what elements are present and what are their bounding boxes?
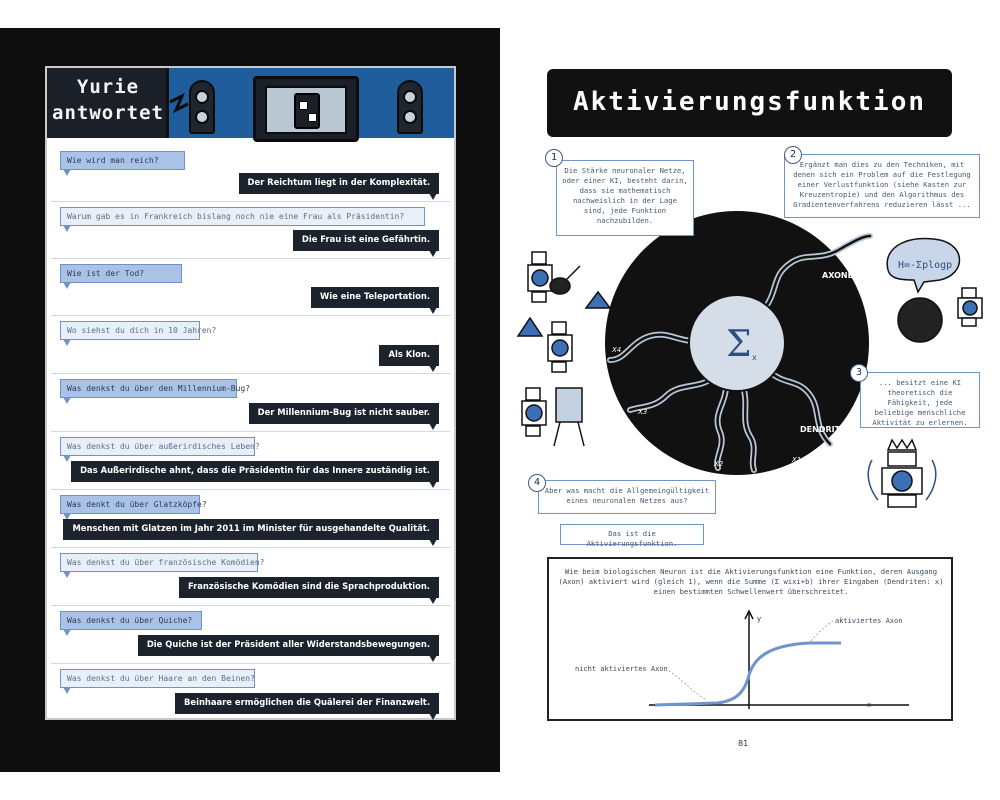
info-box-2: Ergänzt man dies zu den Techniken, mit denen sich ein Problem auf die Festlegung einer Verlustfunktion (siehe Kasten zur Kreuzentropie) und den Algorithmus des Gradientenverfahrens reduzieren lässt ... xyxy=(784,154,980,218)
sigmoid-curve xyxy=(655,643,841,705)
answer-bubble: Als Klon. xyxy=(379,345,439,366)
question-bubble: Was denkst du über Quiche? xyxy=(60,611,202,630)
number-badge-3: 3 xyxy=(850,364,868,382)
answer-bubble: Französische Komödien sind die Sprachproduktion. xyxy=(179,577,439,598)
label-inactive-axon: nicht aktiviertes Axon xyxy=(575,665,668,673)
sigma-subscript: x xyxy=(752,353,757,362)
number-badge-1: 1 xyxy=(545,149,563,167)
robot-guitar-icon xyxy=(528,252,580,302)
answer-bubble: Wie eine Teleportation. xyxy=(311,287,439,308)
question-bubble: Was denkst du über französische Komödien? xyxy=(60,553,258,572)
question-bubble: Was denkst du über Haare an den Beinen? xyxy=(60,669,255,688)
label-axone: AXONE xyxy=(822,271,854,280)
label-dendrites: DENDRITES xyxy=(800,425,852,434)
question-bubble: Warum gab es in Frankreich bislang noch nie eine Frau als Präsidentin? xyxy=(60,207,425,226)
speaker-icon-left xyxy=(189,80,215,134)
sigma-symbol: Σ xyxy=(726,324,752,365)
header-title-line2: antwortet xyxy=(52,102,164,124)
robot-thinker-icon xyxy=(887,238,982,342)
graph-caption: Wie beim biologischen Neuron ist die Aktivierungsfunktion eine Funktion, deren Ausgang (Axon) aktiviert wird (gleich 1), wenn die Summe (Σ wixi+b) ihrer Eingaben (Dendriten: x) einen bestimmten Schwellenwert überschreitet. xyxy=(558,567,944,596)
activation-graph xyxy=(549,559,951,719)
robot-king-icon xyxy=(868,440,936,507)
question-bubble: Wie wird man reich? xyxy=(60,151,185,170)
question-bubble: Wo siehst du dich in 10 Jahren? xyxy=(60,321,200,340)
info-box-3: ... besitzt eine KI theoretisch die Fähigkeit, jede beliebige menschliche Aktivität zu erlernen. xyxy=(860,372,980,428)
page-number: 81 xyxy=(738,739,749,748)
label-active-axon: aktiviertes Axon xyxy=(835,617,903,625)
answer-bubble: Beinhaare ermöglichen die Quälerei der Finanzwelt. xyxy=(175,693,439,714)
label-x4: X4 xyxy=(612,346,622,354)
right-page xyxy=(500,0,1000,800)
activation-graph-box xyxy=(547,557,953,721)
robot-lamps-icon xyxy=(518,292,610,372)
chat-header xyxy=(47,68,454,138)
neuron-illustration xyxy=(500,0,1000,560)
question-bubble: Was denkt du über Glatzköpfe? xyxy=(60,495,200,514)
question-bubble: Wie ist der Tod? xyxy=(60,264,182,283)
info-box-4: Aber was macht die Allgemeingültigkeit eines neuronalen Netzes aus? xyxy=(538,480,716,514)
robot-face-icon xyxy=(294,93,320,129)
page-title: Aktivierungsfunktion xyxy=(547,69,952,137)
answer-bubble: Das Außerirdische ahnt, dass die Präsidentin für das Innere zuständig ist. xyxy=(71,461,439,482)
label-x3: X3 xyxy=(638,408,648,416)
number-badge-4: 4 xyxy=(528,474,546,492)
answer-bubble: Die Quiche ist der Präsident aller Widerstandsbewegungen. xyxy=(138,635,439,656)
answer-bubble: Die Frau ist eine Gefährtin. xyxy=(293,230,439,251)
x-axis-label: x xyxy=(867,701,872,709)
answer-bubble: Der Reichtum liegt in der Komplexität. xyxy=(239,173,440,194)
info-box-1: Die Stärke neuronaler Netze, oder einer KI, besteht darin, dass sie mathematisch nachweislich in der Lage sind, jede Funktion nachzubilden. xyxy=(556,160,694,236)
monitor-icon xyxy=(253,76,359,142)
question-bubble: Was denkst du über außerirdisches Leben? xyxy=(60,437,255,456)
header-title-line1: Yurie xyxy=(76,76,140,98)
answer-box: Das ist die Aktivierungsfunktion. xyxy=(560,524,704,545)
number-badge-2: 2 xyxy=(784,146,802,164)
label-x2: X2 xyxy=(714,460,724,468)
question-bubble: Was denkst du über den Millennium-Bug? xyxy=(60,379,237,398)
robot-painter-icon xyxy=(522,388,584,446)
speech-formula: H=-Σplogp xyxy=(898,260,953,271)
y-axis-label: y xyxy=(757,615,762,623)
header-title-box xyxy=(47,68,169,138)
chat-list xyxy=(47,140,454,720)
answer-bubble: Der Millennium-Bug ist nicht sauber. xyxy=(249,403,439,424)
label-x1: X1 xyxy=(792,456,802,464)
speaker-icon-right xyxy=(397,80,423,134)
chat-panel xyxy=(45,66,456,720)
answer-bubble: Menschen mit Glatzen im Jahr 2011 im Minister für ausgehandelte Qualität. xyxy=(63,519,439,540)
